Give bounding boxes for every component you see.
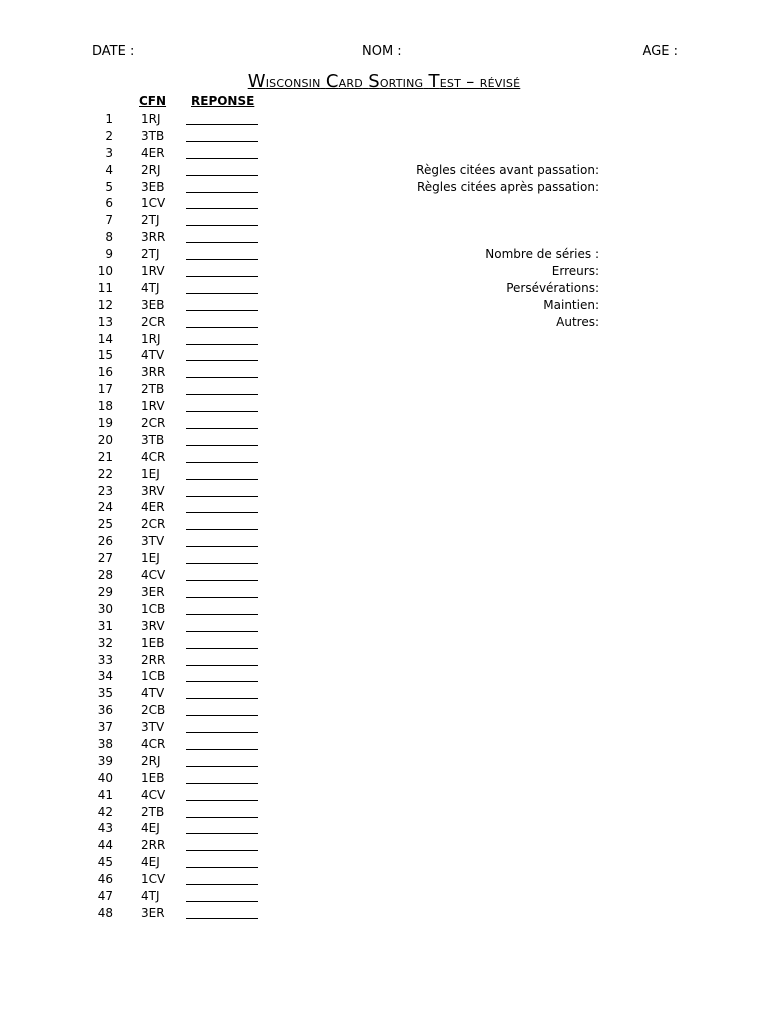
table-row (0, 685, 300, 702)
title-initial-s: S (368, 71, 380, 92)
row-cfn-code: 3RV (141, 618, 165, 633)
row-number: 13 (97, 314, 113, 329)
response-blank-line[interactable] (186, 749, 258, 750)
table-row (0, 533, 300, 550)
row-cfn-code: 2RR (141, 838, 166, 853)
row-number: 48 (97, 905, 113, 920)
table-row (0, 415, 300, 432)
response-blank-line[interactable] (186, 833, 258, 834)
table-row (0, 398, 300, 415)
table-row (0, 297, 300, 314)
response-blank-line[interactable] (186, 580, 258, 581)
table-row (0, 787, 300, 804)
row-cfn-code: 2RJ (141, 162, 161, 177)
response-blank-line[interactable] (186, 192, 258, 193)
response-blank-line[interactable] (186, 293, 258, 294)
response-blank-line[interactable] (186, 344, 258, 345)
row-cfn-code: 4CR (141, 449, 166, 464)
row-number: 12 (97, 297, 113, 312)
row-cfn-code: 3EB (141, 297, 165, 312)
response-blank-line[interactable] (186, 259, 258, 260)
row-cfn-code: 2RR (141, 652, 166, 667)
table-row (0, 466, 300, 483)
response-blank-line[interactable] (186, 546, 258, 547)
response-blank-line[interactable] (186, 783, 258, 784)
row-cfn-code: 1CV (141, 196, 166, 211)
row-cfn-code: 1CB (141, 669, 166, 684)
row-cfn-code: 3ER (141, 905, 165, 920)
table-row (0, 837, 300, 854)
response-blank-line[interactable] (186, 867, 258, 868)
row-cfn-code: 1CB (141, 601, 166, 616)
title-part-isconsin: isconsin (265, 72, 321, 91)
title-part-est: est – révisé (439, 72, 521, 91)
row-number: 9 (105, 247, 113, 262)
row-cfn-code: 4TV (141, 348, 165, 363)
row-number: 29 (97, 584, 113, 599)
row-cfn-code: 1RJ (141, 112, 161, 126)
table-row (0, 331, 300, 348)
response-blank-line[interactable] (186, 225, 258, 226)
errors-label: Erreurs: (551, 264, 599, 278)
row-number: 44 (97, 838, 113, 853)
row-number: 15 (97, 348, 113, 363)
rules-after-label: Règles citées après passation: (417, 180, 599, 194)
table-row (0, 584, 300, 601)
response-blank-line[interactable] (186, 428, 258, 429)
response-blank-line[interactable] (186, 462, 258, 463)
response-blank-line[interactable] (186, 327, 258, 328)
response-blank-line[interactable] (186, 884, 258, 885)
table-row (0, 499, 300, 516)
row-cfn-code: 3TV (141, 534, 165, 549)
rules-block (416, 162, 599, 196)
response-blank-line[interactable] (186, 631, 258, 632)
row-number: 21 (97, 449, 113, 464)
table-row (0, 567, 300, 584)
row-number: 25 (97, 517, 113, 532)
table-row (0, 601, 300, 618)
response-blank-line[interactable] (186, 698, 258, 699)
row-number: 41 (97, 787, 113, 802)
row-cfn-code: 1EB (141, 635, 165, 650)
row-number: 17 (97, 382, 113, 397)
response-blank-line[interactable] (186, 817, 258, 818)
response-blank-line[interactable] (186, 175, 258, 176)
row-cfn-code: 1EJ (141, 466, 160, 481)
response-blank-line[interactable] (186, 732, 258, 733)
series-count-label: Nombre de séries : (485, 247, 599, 261)
table-row (0, 702, 300, 719)
row-number: 3 (105, 145, 113, 160)
row-cfn-code: 2CR (141, 517, 166, 532)
response-blank-line[interactable] (186, 766, 258, 767)
date-label: DATE : (92, 44, 135, 59)
column-header-reponse: REPONSE (191, 94, 255, 108)
row-cfn-code: 2TJ (141, 247, 160, 262)
table-row (0, 820, 300, 837)
row-number: 6 (105, 196, 113, 211)
row-cfn-code: 1CV (141, 872, 166, 887)
perseverations-label: Persévérations: (506, 281, 599, 295)
row-number: 35 (97, 686, 113, 701)
response-blank-line[interactable] (186, 597, 258, 598)
row-cfn-code: 3EB (141, 179, 165, 194)
title-initial-w: W (247, 71, 266, 92)
row-number: 23 (97, 483, 113, 498)
row-number: 4 (105, 162, 113, 177)
row-number: 46 (97, 872, 113, 887)
row-number: 39 (97, 753, 113, 768)
table-row (0, 432, 300, 449)
table-row (0, 905, 300, 922)
table-row (0, 854, 300, 871)
row-number: 37 (97, 720, 113, 735)
row-number: 11 (97, 280, 113, 295)
table-row (0, 635, 300, 652)
table-row (0, 111, 300, 128)
row-number: 42 (97, 804, 113, 819)
response-blank-line[interactable] (186, 141, 258, 142)
row-cfn-code: 2RJ (141, 753, 161, 768)
row-cfn-code: 1RV (141, 264, 165, 279)
row-number: 1 (105, 112, 113, 126)
row-cfn-code: 3ER (141, 584, 165, 599)
table-row (0, 364, 300, 381)
table-row (0, 145, 300, 162)
row-cfn-code: 4CV (141, 787, 166, 802)
response-blank-line[interactable] (186, 529, 258, 530)
table-row (0, 736, 300, 753)
row-cfn-code: 2CB (141, 703, 166, 718)
row-number: 38 (97, 736, 113, 751)
response-blank-line[interactable] (186, 411, 258, 412)
row-number: 36 (97, 703, 113, 718)
row-number: 40 (97, 770, 113, 785)
table-row (0, 162, 300, 179)
table-row (0, 195, 300, 212)
response-blank-line[interactable] (186, 242, 258, 243)
response-blank-line[interactable] (186, 850, 258, 851)
response-blank-line[interactable] (186, 310, 258, 311)
table-row (0, 212, 300, 229)
table-row (0, 381, 300, 398)
row-cfn-code: 3RR (141, 365, 166, 380)
response-blank-line[interactable] (186, 614, 258, 615)
response-blank-line[interactable] (186, 208, 258, 209)
row-number: 47 (97, 888, 113, 903)
row-number: 26 (97, 534, 113, 549)
title-initial-t: T (428, 71, 440, 92)
row-number: 18 (97, 399, 113, 414)
table-row (0, 550, 300, 567)
table-row (0, 280, 300, 297)
row-number: 16 (97, 365, 113, 380)
row-number: 45 (97, 855, 113, 870)
row-number: 10 (97, 264, 113, 279)
row-cfn-code: 4ER (141, 145, 165, 160)
row-cfn-code: 2TB (141, 804, 165, 819)
table-row (0, 483, 300, 500)
column-header-cfn: CFN (139, 94, 167, 108)
row-number: 28 (97, 568, 113, 583)
row-cfn-code: 3TV (141, 720, 165, 735)
row-cfn-code: 3RR (141, 230, 166, 245)
row-number: 31 (97, 618, 113, 633)
row-cfn-code: 2TJ (141, 213, 160, 228)
age-label: AGE : (642, 44, 678, 59)
response-blank-line[interactable] (186, 563, 258, 564)
row-cfn-code: 1RJ (141, 331, 161, 346)
row-cfn-code: 4EJ (141, 821, 160, 836)
response-blank-line[interactable] (186, 665, 258, 666)
row-cfn-code: 4CR (141, 736, 166, 751)
response-blank-line[interactable] (186, 512, 258, 513)
row-cfn-code: 3RV (141, 483, 165, 498)
table-row (0, 314, 300, 331)
table-row (0, 888, 300, 905)
row-number: 2 (105, 128, 113, 143)
response-blank-line[interactable] (186, 715, 258, 716)
row-cfn-code: 1EJ (141, 551, 160, 566)
maintien-label: Maintien: (543, 298, 599, 312)
table-row (0, 246, 300, 263)
row-cfn-code: 3TB (141, 432, 165, 447)
row-number: 5 (105, 179, 113, 194)
row-number: 34 (97, 669, 113, 684)
response-blank-line[interactable] (186, 276, 258, 277)
table-row (0, 618, 300, 635)
table-row (0, 516, 300, 533)
row-number: 27 (97, 551, 113, 566)
autres-label: Autres: (556, 315, 599, 329)
row-number: 43 (97, 821, 113, 836)
response-blank-line[interactable] (186, 158, 258, 159)
row-number: 32 (97, 635, 113, 650)
stats-block (485, 246, 599, 331)
title-part-orting: orting (379, 72, 424, 91)
row-number: 19 (97, 416, 113, 431)
nom-label: NOM : (362, 44, 402, 59)
row-cfn-code: 1RV (141, 399, 165, 414)
row-cfn-code: 2CR (141, 416, 166, 431)
title-part-ard: ard (338, 72, 363, 91)
answer-table (0, 111, 300, 922)
table-row (0, 347, 300, 364)
table-row (0, 652, 300, 669)
response-blank-line[interactable] (186, 360, 258, 361)
table-row (0, 128, 300, 145)
row-cfn-code: 4TJ (141, 888, 160, 903)
table-row (0, 871, 300, 888)
response-blank-line[interactable] (186, 496, 258, 497)
row-number: 30 (97, 601, 113, 616)
response-blank-line[interactable] (186, 681, 258, 682)
response-blank-line[interactable] (186, 918, 258, 919)
row-cfn-code: 4ER (141, 500, 165, 515)
response-blank-line[interactable] (186, 648, 258, 649)
table-row (0, 719, 300, 736)
row-cfn-code: 1EB (141, 770, 165, 785)
response-blank-line[interactable] (186, 445, 258, 446)
row-number: 7 (105, 213, 113, 228)
table-row (0, 263, 300, 280)
row-cfn-code: 3TB (141, 128, 165, 143)
row-number: 14 (97, 331, 113, 346)
row-number: 20 (97, 432, 113, 447)
row-cfn-code: 4TJ (141, 280, 160, 295)
response-blank-line[interactable] (186, 901, 258, 902)
row-cfn-code: 2TB (141, 382, 165, 397)
table-row (0, 770, 300, 787)
response-blank-line[interactable] (186, 124, 258, 125)
table-row (0, 753, 300, 770)
row-number: 8 (105, 230, 113, 245)
table-row (0, 804, 300, 821)
response-blank-line[interactable] (186, 479, 258, 480)
row-number: 33 (97, 652, 113, 667)
table-row (0, 229, 300, 246)
response-blank-line[interactable] (186, 394, 258, 395)
table-row (0, 449, 300, 466)
response-blank-line[interactable] (186, 377, 258, 378)
row-cfn-code: 4EJ (141, 855, 160, 870)
row-cfn-code: 4CV (141, 568, 166, 583)
row-number: 24 (97, 500, 113, 515)
row-cfn-code: 2CR (141, 314, 166, 329)
title-initial-c: C (325, 71, 339, 92)
table-row (0, 179, 300, 196)
table-row (0, 668, 300, 685)
page-title (0, 72, 768, 92)
rules-before-label: Règles citées avant passation: (416, 163, 599, 177)
response-blank-line[interactable] (186, 800, 258, 801)
row-number: 22 (97, 466, 113, 481)
row-cfn-code: 4TV (141, 686, 165, 701)
